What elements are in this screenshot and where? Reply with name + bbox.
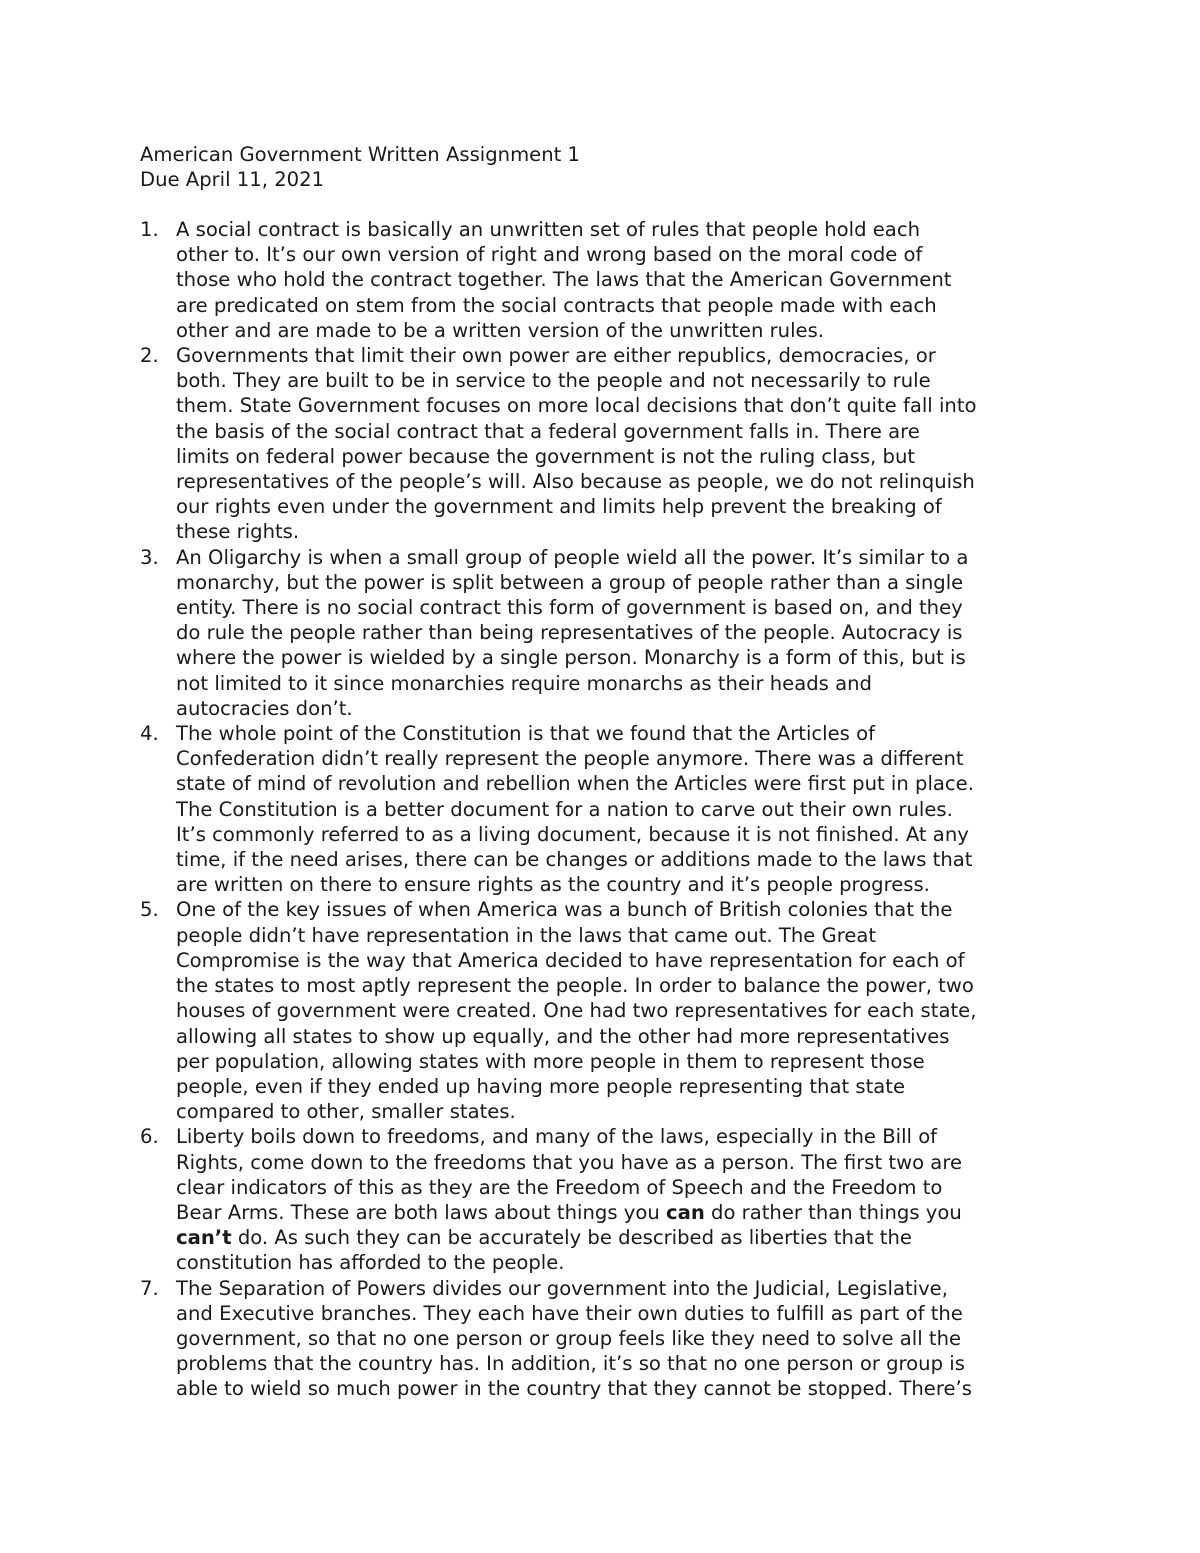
text-line: The whole point of the Constitution is that we found that the Articles of [176,722,875,746]
text-line: allowing all states to show up equally, and the other had more representatives [176,1024,950,1048]
item-number: 5. [140,898,159,922]
answer-text [176,1276,1080,1402]
text-line: those who hold the contract together. The laws that the American Government [176,268,952,292]
text-line: houses of government were created. One had two representatives for each state, [176,999,977,1023]
document-title: American Government Written Assignment 1 [140,143,581,166]
answer-text [176,897,1080,1124]
text-line: An Oligarchy is when a small group of people wield all the power. It’s similar to a [176,545,969,569]
answer-text [176,545,1080,721]
text-line: where the power is wielded by a single person. Monarchy is a form of this, but is [176,646,966,670]
item-number: 2. [140,344,159,368]
list-item [140,343,1080,545]
text-line: autocracies don’t. [176,696,353,720]
text-line: Liberty boils down to freedoms, and many of the laws, especially in the Bill of [176,1125,938,1149]
item-number: 7. [140,1276,159,1300]
answer-text [176,343,1080,545]
text-line: not limited to it since monarchies require monarchs as their heads and [176,671,872,695]
text-line: The Constitution is a better document for a nation to carve out their own rules. [176,797,953,821]
text-line: One of the key issues of when America was a bunch of British colonies that the [176,898,953,922]
due-date: Due April 11, 2021 [140,168,325,192]
text-fragment: do rather than things you [704,1200,962,1224]
text-line: per population, allowing states with more people in them to represent those [176,1049,925,1073]
answers-list [140,217,1080,1402]
text-line: entity. There is no social contract this form of government is based on, and they [176,596,963,620]
text-line: them. State Government focuses on more local decisions that don’t quite fall into [176,394,977,418]
text-line: Governments that limit their own power are either republics, democracies, or [176,344,936,368]
text-line: our rights even under the government and limits help prevent the breaking of [176,495,942,519]
list-item [140,1124,1080,1275]
text-fragment: do. As such they can be accurately be described as liberties that the [231,1226,912,1250]
answer-text [176,1124,1080,1275]
item-number: 3. [140,545,159,569]
text-line: able to wield so much power in the country that they cannot be stopped. There’s [176,1377,972,1401]
text-line: other to. It’s our own version of right and wrong based on the moral code of [176,243,923,267]
answer-text [176,721,1080,897]
text-line: do rule the people rather than being representatives of the people. Autocracy is [176,621,963,645]
list-item [140,545,1080,721]
text-line: clear indicators of this as they are the Freedom of Speech and the Freedom to [176,1175,943,1199]
text-line: people, even if they ended up having more people representing that state [176,1074,906,1098]
text-line: compared to other, smaller states. [176,1100,516,1124]
text-line: are written on there to ensure rights as the country and it’s people progress. [176,873,930,897]
item-number: 1. [140,218,159,241]
list-item [140,217,1080,343]
text-line: A social contract is basically an unwritten set of rules that people hold each [176,218,921,241]
text-line: people didn’t have representation in the laws that came out. The Great [176,923,877,947]
answer-text [176,217,1080,343]
emphasis-cant: can’t [176,1226,232,1250]
text-line [176,1200,1080,1225]
text-line: these rights. [176,520,300,544]
text-line: government, so that no one person or group feels like they need to solve all the [176,1326,962,1350]
text-line: Confederation didn’t really represent the people anymore. There was a different [176,747,964,771]
text-line: the basis of the social contract that a federal government falls in. There are [176,419,920,443]
emphasis-can: can [666,1200,705,1224]
list-item [140,721,1080,897]
text-line: are predicated on stem from the social contracts that people made with each [176,293,937,317]
text-line: monarchy, but the power is split between a group of people rather than a single [176,570,964,594]
text-line: the states to most aptly represent the people. In order to balance the power, two [176,974,974,998]
list-item [140,897,1080,1124]
text-line: other and are made to be a written version of the unwritten rules. [176,318,825,342]
document-header [140,142,1080,192]
text-line: and Executive branches. They each have their own duties to fulfill as part of the [176,1301,963,1325]
text-fragment: Bear Arms. These are both laws about things you [176,1200,666,1224]
text-line: limits on federal power because the government is not the ruling class, but [176,444,916,468]
text-line [176,1225,1080,1250]
text-line: both. They are built to be in service to the people and not necessarily to rule [176,369,931,393]
text-line: The Separation of Powers divides our government into the Judicial, Legislative, [176,1276,948,1300]
item-number: 4. [140,722,159,746]
text-line: state of mind of revolution and rebellion when the Articles were first put in place. [176,772,974,796]
text-line: It’s commonly referred to as a living document, because it is not finished. At any [176,822,969,846]
list-item [140,1276,1080,1402]
item-number: 6. [140,1125,159,1149]
text-line: constitution has afforded to the people. [176,1251,565,1275]
text-line: Compromise is the way that America decided to have representation for each of [176,948,965,972]
text-line: representatives of the people’s will. Also because as people, we do not relinquish [176,470,975,494]
text-line: Rights, come down to the freedoms that you have as a person. The first two are [176,1150,962,1174]
text-line: problems that the country has. In addition, it’s so that no one person or group is [176,1352,965,1376]
text-line: time, if the need arises, there can be changes or additions made to the laws that [176,848,973,872]
